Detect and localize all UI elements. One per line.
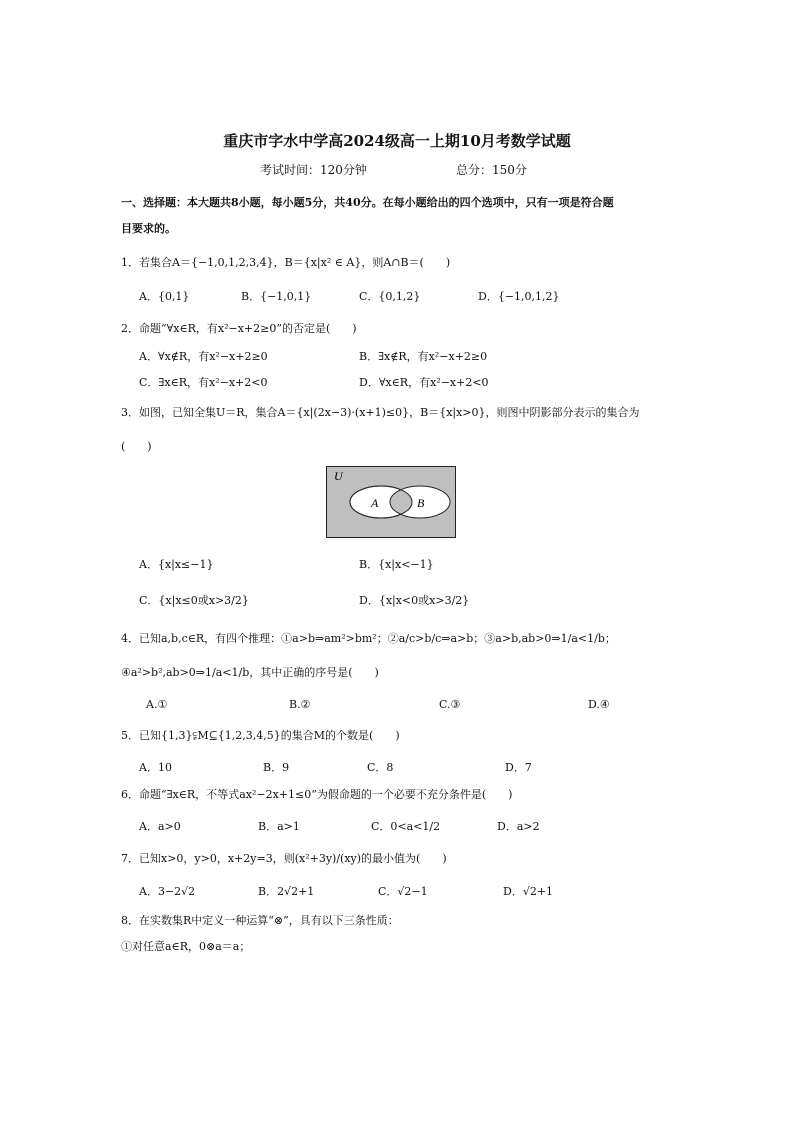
- total-score: 总分：150分: [456, 163, 527, 177]
- q3-option-b: B．{x|x<−1}: [359, 558, 434, 571]
- q7-option-c: C．√2−1: [378, 885, 428, 898]
- q7-option-d: D．√2+1: [503, 885, 554, 898]
- q4-option-c: C.③: [439, 698, 461, 711]
- q4-option-b: B.②: [289, 698, 311, 711]
- venn-diagram: [326, 466, 456, 538]
- q1-option-a: A．{0,1}: [139, 290, 190, 303]
- section-heading-line2: 目要求的。: [121, 222, 176, 235]
- q8-stem: 8．在实数集R中定义一种运算“⊗”，具有以下三条性质：: [121, 914, 399, 927]
- q5-option-a: A．10: [139, 761, 172, 774]
- q5-option-c: C．8: [367, 761, 394, 774]
- q3-option-a: A．{x|x≤−1}: [139, 558, 214, 571]
- venn-label-b: B: [417, 496, 425, 510]
- q4-line2: ④a²>b²,ab>0⇒1/a<1/b，其中正确的序号是( ): [121, 666, 379, 679]
- q6-option-c: C．0<a<1/2: [371, 820, 441, 833]
- q1-option-d: D．{−1,0,1,2}: [478, 290, 560, 303]
- q3-stem-cont: ( ): [121, 440, 152, 453]
- q5-stem: 5．已知{1,3}⫋M⊆{1,2,3,4,5}的集合M的个数是( ): [121, 729, 400, 742]
- q4-option-d: D.④: [588, 698, 610, 711]
- page-title: 重庆市字水中学高2024级高一上期10月考数学试题: [223, 132, 571, 150]
- q2-option-c: C．∃x∈R，有x²−x+2<0: [139, 376, 268, 389]
- q6-option-b: B．a>1: [258, 820, 300, 833]
- q7-option-b: B．2√2+1: [258, 885, 315, 898]
- q5-option-d: D．7: [505, 761, 532, 774]
- q5-option-b: B．9: [263, 761, 290, 774]
- q4-line1: 4．已知a,b,c∈R，有四个推理：①a>b⇒am²>bm²；②a/c>b/c⇒a>b；③a>b,ab>0⇒1/a<1/b；: [121, 632, 616, 645]
- q3-option-d: D．{x|x<0或x>3/2}: [359, 594, 470, 607]
- q6-stem: 6．命题“∃x∈R，不等式ax²−2x+1≤0”为假命题的一个必要不充分条件是( ): [121, 788, 513, 801]
- q6-option-d: D．a>2: [497, 820, 540, 833]
- q1-stem: 1．若集合A＝{−1,0,1,2,3,4}，B＝{x|x² ∈ A}，则A∩B＝( ): [121, 256, 451, 269]
- venn-label-u: U: [334, 469, 343, 483]
- q2-option-b: B．∃x∉R，有x²−x+2≥0: [359, 350, 488, 363]
- q2-stem: 2．命题“∀x∈R，有x²−x+2≥0”的否定是( ): [121, 322, 357, 335]
- q1-option-c: C．{0,1,2}: [359, 290, 421, 303]
- q7-stem: 7．已知x>0，y>0，x+2y=3，则(x²+3y)/(xy)的最小值为( ): [121, 852, 447, 865]
- q3-stem: 3．如图，已知全集U＝R，集合A＝{x|(2x−3)·(x+1)≤0}，B＝{x|x>0}，则图中阴影部分表示的集合为: [121, 406, 640, 419]
- q8-property-1: ①对任意a∈R，0⊗a＝a；: [121, 940, 251, 953]
- venn-label-a: A: [371, 496, 379, 510]
- q7-option-a: A．3−2√2: [139, 885, 196, 898]
- q1-option-b: B．{−1,0,1}: [241, 290, 312, 303]
- exam-time: 考试时间：120分钟: [260, 163, 367, 177]
- section-heading-line1: 一、选择题：本大题共8小题，每小题5分，共40分。在每小题给出的四个选项中，只有一项是符合题: [121, 196, 614, 209]
- q2-option-a: A．∀x∉R，有x²−x+2≥0: [139, 350, 268, 363]
- q6-option-a: A．a>0: [139, 820, 181, 833]
- q4-option-a: A.①: [146, 698, 168, 711]
- q2-option-d: D．∀x∈R，有x²−x+2<0: [359, 376, 489, 389]
- q3-option-c: C．{x|x≤0或x>3/2}: [139, 594, 249, 607]
